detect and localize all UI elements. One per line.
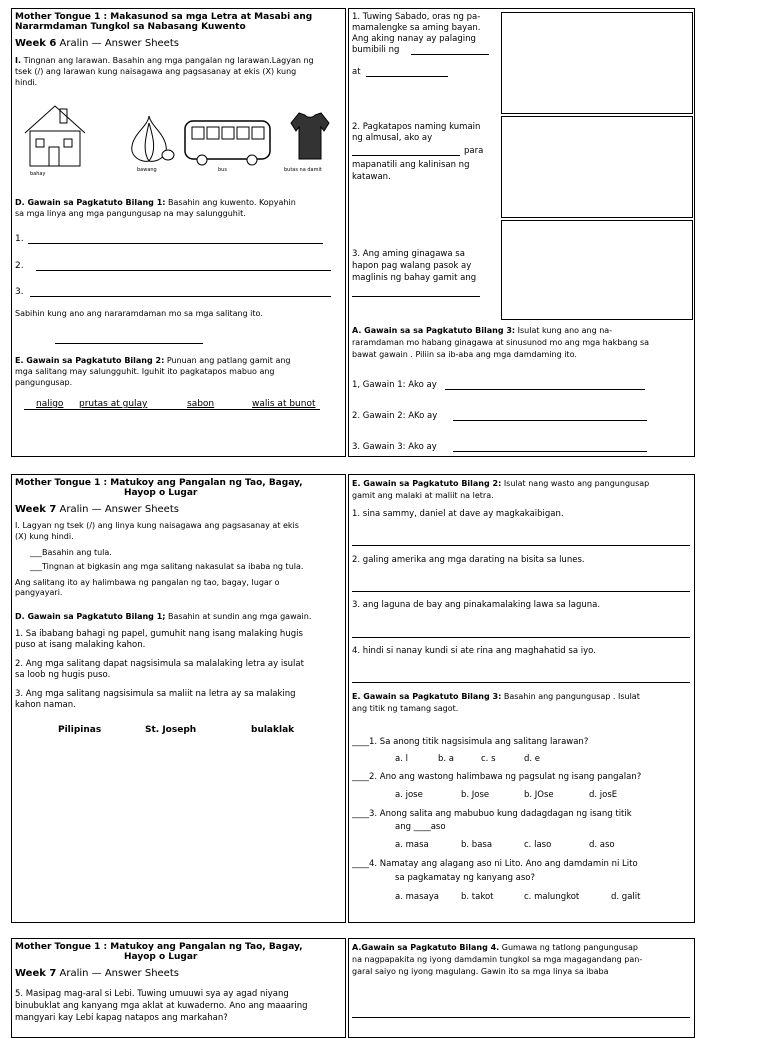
q3-option-d[interactable]: d. aso [589,840,615,850]
rewrite-line-1[interactable] [352,545,690,546]
section3-title-line1: Mother Tongue 1 : Matukoy ang Pangalan ng Tao, Bagay, [15,942,303,952]
activity-e-line3: pangungusap. [15,378,73,387]
drawing-box-3[interactable] [501,220,693,320]
instruction-i-line2: tsek (/) ang larawan kung naisagawa ang pagsasanay at ekis (X) kung [15,67,297,76]
question-2: ____2. Ano ang wastong halimbawa ng pagsulat ng isang pangalan? [352,772,642,782]
fill-1-line1: 1. Tuwing Sabado, oras ng pa- [352,12,481,22]
fill-2-line2: ng almusal, ako ay [352,133,433,143]
q2-option-a[interactable]: a. jose [395,790,423,800]
fill-1-line4: bumibili ng [352,45,400,55]
drawing-box-1[interactable] [501,12,693,114]
q1-option-b[interactable]: b. a [438,754,455,764]
fill-1-blank-a[interactable] [411,54,489,55]
checklist-item-1[interactable]: ___Basahin ang tula. [30,548,112,557]
question-5-line3: mangyari kay Lebi kapag natapos ang markahan? [15,1013,228,1023]
checklist-item-2[interactable]: ___Tingnan at bigkasin ang mga salitang nakasulat sa ibaba ng tula. [30,562,304,571]
q2-option-b[interactable]: b. Jose [461,790,490,800]
activity-e3-subline: ang titik ng tamang sagot. [352,704,459,713]
activity-d-line1: D. Gawain sa Pagkatuto Bilang 1: Basahin ang kuwento. Kopyahin [15,198,296,207]
statement-line2: pangyayari. [15,588,63,597]
q3-option-a[interactable]: a. masa [395,840,429,850]
fill-3-blank[interactable] [352,296,480,297]
week7-right-panel [348,474,695,923]
step-2-line2: sa loob ng hugis puso. [15,670,111,680]
fill-3-line3: maglinis ng bahay gamit ang [352,273,477,283]
q4-option-c[interactable]: c. malungkot [524,892,580,902]
word-choice-1: naligo [36,399,64,409]
section3-title-line2: Hayop o Lugar [124,952,198,962]
q2-option-c[interactable]: b. JOse [524,790,554,800]
instruction-line1: I. Lagyan ng tsek (/) ang linya kung naisagawa ang pagsasanay at ekis [15,521,299,530]
step-2-line1: 2. Ang mga salitang dapat nagsisimula sa malalaking letra ay isulat [15,659,304,669]
garlic-picture [122,111,177,166]
activity-4-line2: na nagpapakita ng iyong damdamin tungkol sa mga magagandang pan- [352,955,643,964]
feelings-answer-line[interactable] [55,343,203,344]
activity-e-line2: mga salitang may salungguhit. Iguhit ito pagkatapos mabuo ang [15,367,275,376]
answer-line-3[interactable] [30,296,331,297]
step-3-line1: 3. Ang mga salitang nagsisimula sa maliit na letra ay sa malaking [15,689,296,699]
answer-line-2[interactable] [36,270,331,271]
word-bulaklak: bulaklak [251,725,295,735]
step-1-line1: 1. Sa ibabang bahagi ng papel, gumuhit nang isang malaking hugis [15,629,303,639]
fill-1-line3: Ang aking nanay ay palaging [352,34,476,44]
week6-left-panel [11,8,346,457]
question-5-line1: 5. Masipag mag-aral si Lebi. Tuwing umuuwi sya ay agad niyang [15,989,289,999]
week7-left-panel [11,474,346,923]
fill-3-line2: hapon pag walang pasok ay [352,261,472,271]
sentence-1: 1. sina sammy, daniel at dave ay magkakaibigan. [352,509,564,519]
fill-3-line1: 3. Ang aming ginagawa sa [352,249,465,259]
word-st-joseph: St. Joseph [145,725,197,735]
activity-e3-heading: E. Gawain sa Pagkatuto Bilang 3: Basahin ang pangungusap . Isulat [352,692,640,701]
drawing-box-2[interactable] [501,116,693,218]
word-choice-2: prutas at gulay [79,399,148,409]
caption-shirt: butas na damit [284,167,322,173]
question-5-line2: binubuklat ang kanyang mga aklat at kuwaderno. Ano ang maaaring [15,1001,308,1011]
activity-4-heading: A.Gawain sa Pagkatuto Bilang 4. Gumawa ng tatlong pangungusap [352,943,638,952]
task-1-blank[interactable] [445,389,645,390]
q3-option-b[interactable]: b. basa [461,840,493,850]
fill-1-line2: mamalengke sa aming bayan. [352,23,481,33]
q2-option-d[interactable]: d. josE [589,790,618,800]
question-3-line2: ang ____aso [395,822,446,832]
torn-shirt-picture [287,109,332,164]
bus-picture [182,113,277,168]
q1-option-d[interactable]: d. e [524,754,541,764]
activity-a-line1: A. Gawain sa sa Pagkatuto Bilang 3: Isulat kung ano ang na- [352,326,613,335]
caption-house: bahay [30,171,46,177]
instruction-line2: (X) kung hindi. [15,532,74,541]
activity-d-line2: sa mga linya ang mga pangungusap na may salungguhit. [15,209,246,218]
rewrite-line-3[interactable] [352,637,690,638]
activity-e-subline: gamit ang malaki at maliit na letra. [352,491,494,500]
caption-bus: bus [218,167,227,173]
week7-continued-left-panel [11,938,346,1038]
task-3-label: 3. Gawain 3: Ako ay [352,442,437,452]
task-1-label: 1, Gawain 1: Ako ay [352,380,437,390]
activity-e-line1: E. Gawain sa Pagkatuto Bilang 2: Punuan ang patlang gamit ang [15,356,291,365]
fill-1-blank-b[interactable] [366,76,448,77]
question-4-line2: sa pagkamatay ng kanyang aso? [395,873,536,883]
word-choice-underline [24,409,320,410]
activity-d-heading: D. Gawain sa Pagkatuto Bilang 1; Basahin at sundin ang mga gawain. [15,612,312,621]
answer-number-1: 1. [15,234,24,244]
section1-title-line2: Nararmdaman Tungkol sa Nabasang Kuwento [15,22,246,32]
q4-option-a[interactable]: a. masaya [395,892,439,902]
activity-4-answer-line[interactable] [352,1017,690,1018]
statement-line1: Ang salitang ito ay halimbawa ng pangalan ng tao, bagay, lugar o [15,578,280,587]
section2-title-line1: Mother Tongue 1 : Matukoy ang Pangalan ng Tao, Bagay, [15,478,303,488]
fill-2-line4: mapanatili ang kalinisan ng [352,160,470,170]
activity-e-heading: E. Gawain sa Pagkatuto Bilang 2: Isulat nang wasto ang pangungusap [352,479,650,488]
q1-option-c[interactable]: c. s [481,754,496,764]
fill-2-blank[interactable] [352,155,460,156]
activity-4-line3: garal saiyo ng iyong magulang. Gawin ito sa mga linya sa ibaba [352,967,609,976]
question-1: ____1. Sa anong titik nagsisimula ang salitang larawan? [352,737,589,747]
caption-garlic: bawang [137,167,157,173]
sentence-3: 3. ang laguna de bay ang pinakamalaking lawa sa laguna. [352,600,601,610]
answer-line-1[interactable] [28,243,323,244]
section2-title-line2: Hayop o Lugar [124,488,198,498]
week7-label: Week 7 Aralin — Answer Sheets [15,504,179,515]
activity-a-line3: bawat gawain . Piliin sa ib-aba ang mga damdaming ito. [352,350,577,359]
fill-2-line1: 2. Pagkatapos naming kumain [352,122,481,132]
q1-option-a[interactable]: a. l [395,754,408,764]
house-picture [20,101,90,173]
word-pilipinas: Pilipinas [58,725,102,735]
fill-1-line5: at [352,67,361,77]
word-choice-4: walis at bunot [252,399,316,409]
task-2-blank[interactable] [453,420,647,421]
week6-right-panel [348,8,695,457]
question-3-line1: ____3. Anong salita ang mabubuo kung dadagdagan ng isang titik [352,809,632,819]
step-3-line2: kahon naman. [15,700,76,710]
q4-option-b[interactable]: b. takot [461,892,494,902]
q4-option-d[interactable]: d. galit [611,892,641,902]
task-3-blank[interactable] [453,451,647,452]
question-4-line1: ____4. Namatay ang alagang aso ni Lito. Ano ang damdamin ni Lito [352,859,638,869]
rewrite-line-4[interactable] [352,682,690,683]
week-label: Week 6 Aralin — Answer Sheets [15,38,179,49]
week7-continued-right-panel [348,938,695,1038]
feelings-instruction: Sabihin kung ano ang nararamdaman mo sa mga salitang ito. [15,309,263,318]
fill-2-line3: para [464,146,484,156]
section1-title-line1: Mother Tongue 1 : Makasunod sa mga Letra at Masabi ang [15,12,313,22]
activity-a-line2: raramdaman mo habang ginagawa at sinusunod mo ang mga hakbang sa [352,338,650,347]
week7b-label: Week 7 Aralin — Answer Sheets [15,968,179,979]
fill-2-line5: katawan. [352,172,391,182]
answer-number-2: 2. [15,261,24,271]
instruction-i-line3: hindi. [15,78,38,87]
step-1-line2: puso at isang malaking kahon. [15,640,146,650]
word-choice-3: sabon [187,399,215,409]
sentence-4: 4. hindi si nanay kundi si ate rina ang maghahatid sa iyo. [352,646,596,656]
task-2-label: 2. Gawain 2: AKo ay [352,411,438,421]
sentence-2: 2. galing amerika ang mga darating na bisita sa lunes. [352,555,585,565]
answer-number-3: 3. [15,287,24,297]
instruction-i-line1: I. Tingnan ang larawan. Basahin ang mga pangalan ng larawan.Lagyan ng [15,56,314,65]
q3-option-c[interactable]: c. laso [524,840,552,850]
rewrite-line-2[interactable] [352,591,690,592]
